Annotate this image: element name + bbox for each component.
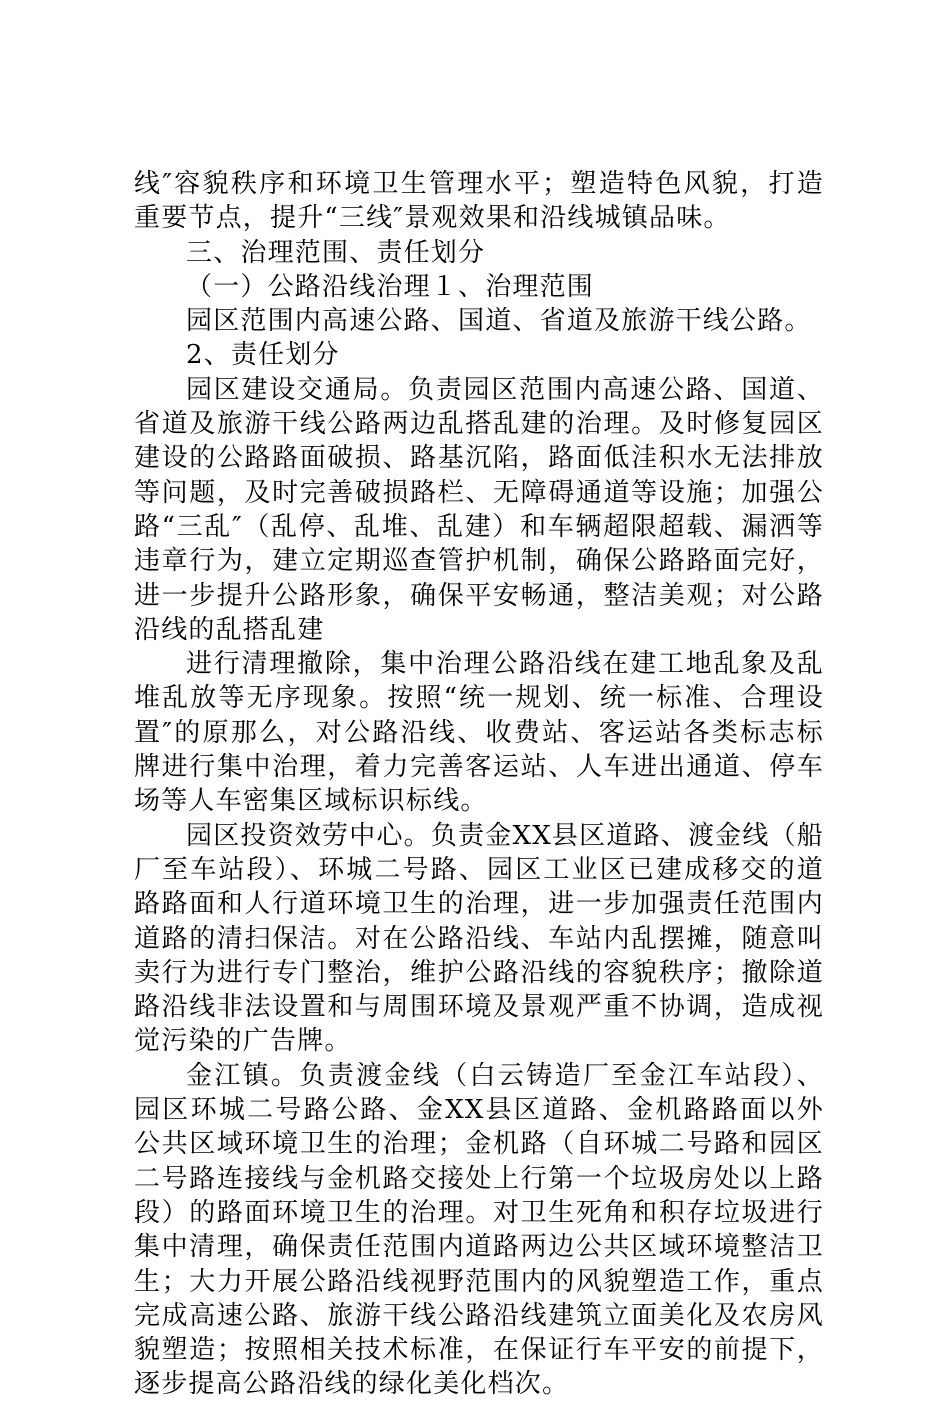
section-heading-scope: 三、治理范围、责任划分 <box>186 237 486 268</box>
paragraph-scope: 园区范围内高速公路、国道、省道及旅游干线公路。 <box>186 306 812 337</box>
document-body <box>134 167 824 1402</box>
subsection-heading-road: （一）公路沿线治理１、治理范围 <box>186 271 595 302</box>
paragraph-jinjiang-town: 金江镇。负责渡金线（白云铸造厂至金江车站段）、园区环城二号路公路、金XX县区道路、金机路路面以外公共区域环境卫生的治理；金机路（自环城二号路和园区二号路连接线与金机路交接处上行第一个垃圾房处以上路段）的路面环境卫生的治理。对卫生死角和积存垃圾进行集中清理，确保责任范围内道路两边公共区域环境整洁卫生；大力开展公路沿线视野范围内的风貌塑造工作，重点完成高速公路、旅游干线公路沿线建筑立面美化及农房风貌塑造；按照相关技术标准，在保证行车平安的前提下，逐步提高公路沿线的绿化美化档次。 <box>134 1060 824 1400</box>
paragraph-investment-center: 园区投资效劳中心。负责金XX县区道路、渡金线（船厂至车站段）、环城二号路、园区工业区已建成移交的道路路面和人行道环境卫生的治理，进一步加强责任范围内道路的清扫保洁。对在公路沿线、车站内乱摆摊，随意叫卖行为进行专门整治，维护公路沿线的容貌秩序；撤除道路沿线非法设置和与周围环境及景观严重不协调，造成视觉污染的广告牌。 <box>134 820 824 1057</box>
subheading-responsibility: 2、责任划分 <box>186 340 340 371</box>
paragraph-cleanup: 进行清理撤除，集中治理公路沿线在建工地乱象及乱堆乱放等无序现象。按照“统一规划、统一标准、合理设置″的原那么，对公路沿线、收费站、客运站各类标志标牌进行集中治理，着力完善客运站、人车进出通道、停车场等人车密集区域标识标线。 <box>134 649 824 817</box>
paragraph-continuation: 线″容貌秩序和环境卫生管理水平；塑造特色风貌，打造重要节点，提升“三线″景观效果和沿线城镇品味。 <box>134 169 824 234</box>
paragraph-transport-bureau: 园区建设交通局。负责园区范围内高速公路、国道、省道及旅游干线公路两边乱搭乱建的治理。及时修复园区建设的公路路面破损、路基沉陷，路面低洼积水无法排放等问题，及时完善破损路栏、无障碍通道等设施；加强公路“三乱″（乱停、乱堆、乱建）和车辆超限超载、漏洒等违章行为，建立定期巡查管护机制，确保公路路面完好，进一步提升公路形象，确保平安畅通，整洁美观；对公路沿线的乱搭乱建 <box>134 374 824 645</box>
